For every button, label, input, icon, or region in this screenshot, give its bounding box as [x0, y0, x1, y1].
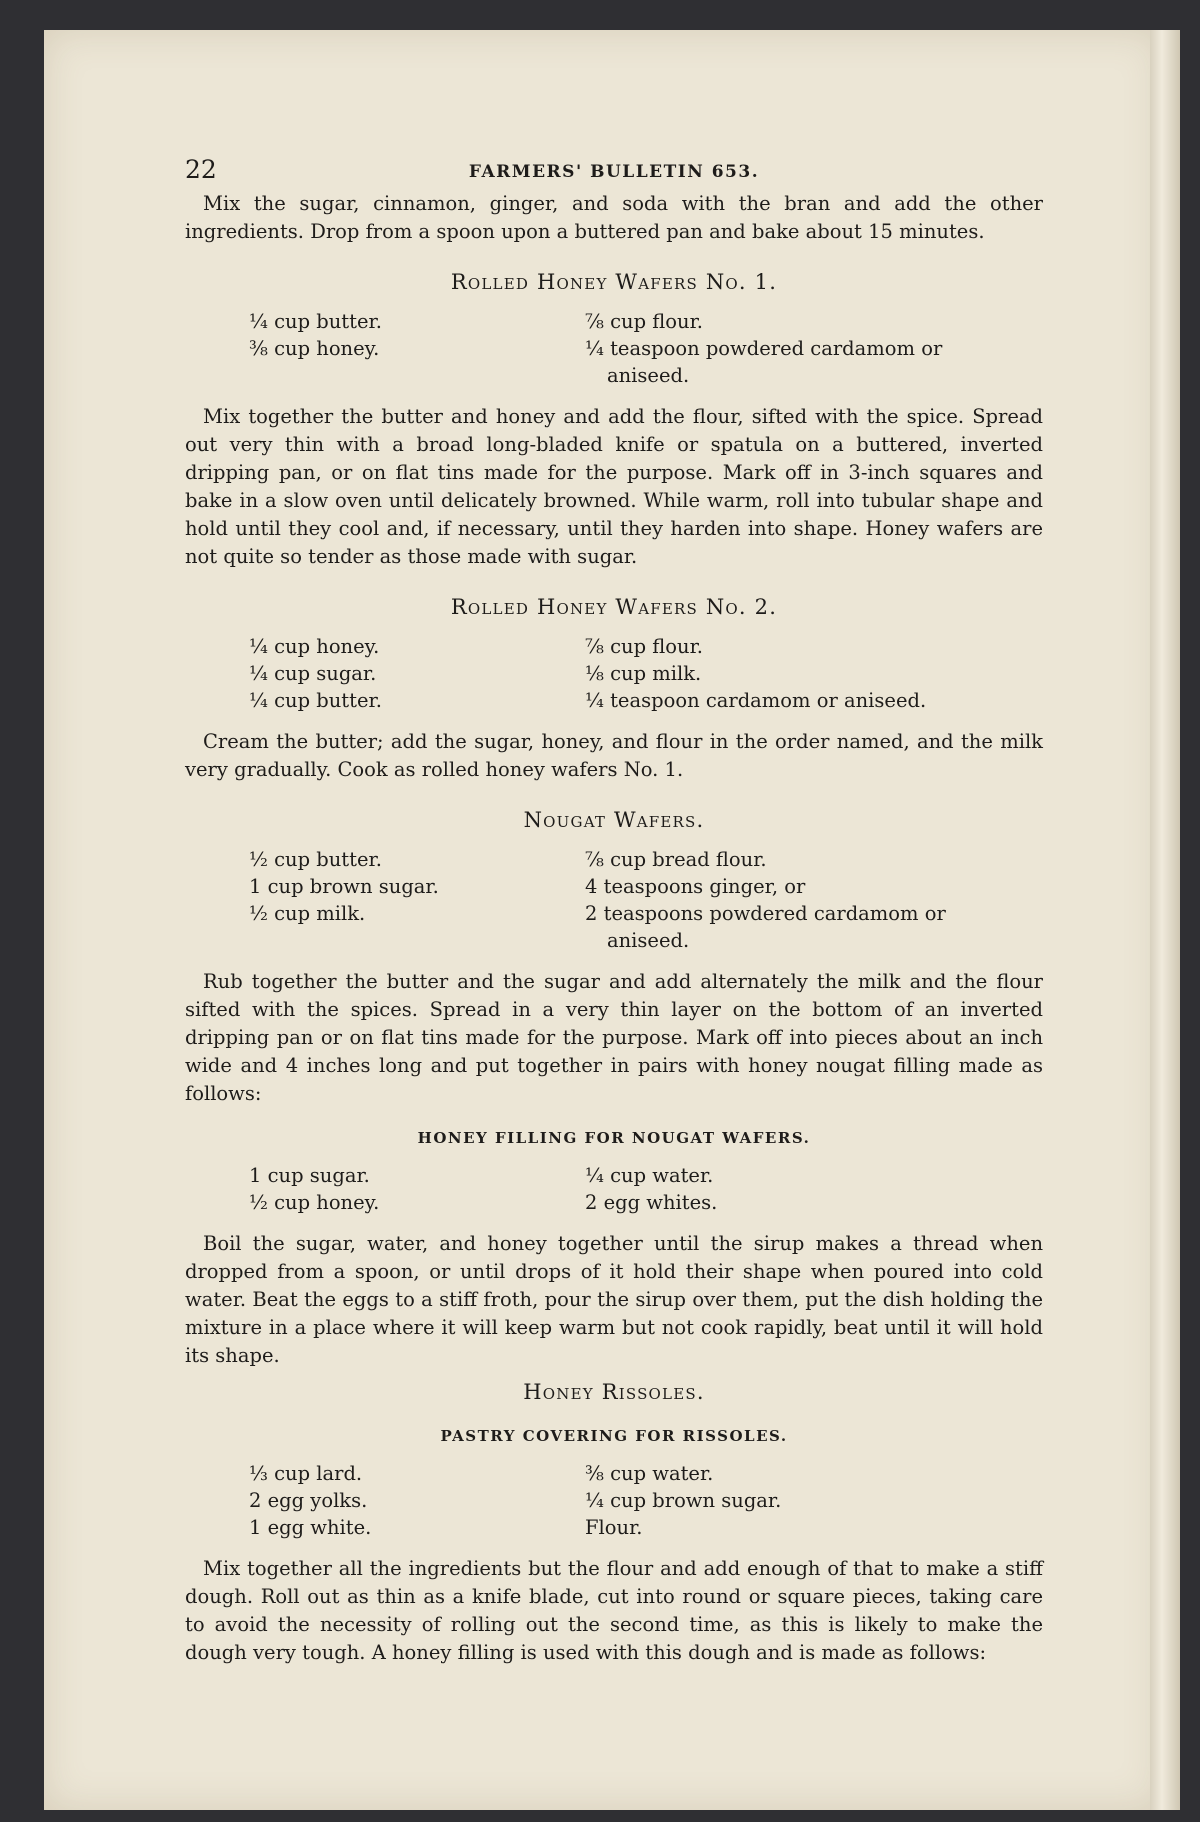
ingredient: ¼ teaspoon cardamom or aniseed. — [585, 689, 927, 712]
ingredients-left — [249, 308, 585, 389]
ingredient: ⅜ cup water. — [585, 1462, 714, 1485]
ingredient: ¼ cup water. — [585, 1164, 714, 1187]
ingredient: 4 teaspoons ginger, or — [585, 875, 806, 898]
ingredient: ⅜ cup honey. — [249, 337, 380, 360]
ingredients-left — [249, 633, 585, 714]
ingredients-right — [585, 308, 965, 389]
ingredient-list — [249, 846, 1043, 954]
recipe-directions: Cream the butter; add the sugar, honey, and flour in the order named, and the milk very gradually. Cook as rolled honey wafers No. 1. — [185, 730, 1043, 781]
ingredient: Flour. — [585, 1516, 643, 1539]
ingredients-right — [585, 846, 965, 954]
ingredient: ⅓ cup lard. — [249, 1462, 363, 1485]
page-number: 22 — [185, 155, 217, 184]
recipe-title: Rolled Honey Wafers No. 2. — [450, 595, 778, 619]
ingredient: aniseed. — [607, 364, 690, 387]
ingredient: ¼ cup brown sugar. — [585, 1489, 782, 1512]
ingredient: ½ cup honey. — [249, 1191, 380, 1214]
recipe-directions: Mix together all the ingredients but the flour and add enough of that to make a stiff dough. Roll out as thin as a knife blade, cut into round or square pieces, taking care to avoid the necessity of rolling out the second time, as this is likely to make the dough very tough. A honey filling is used with this dough and is made as follows: — [185, 1557, 1043, 1664]
page-header — [185, 150, 1043, 190]
ingredient: 2 egg whites. — [585, 1191, 718, 1214]
recipe-directions: Rub together the butter and the sugar and add alternately the milk and the flour sifted with the spices. Spread in a very thin layer on the bottom of an inverted dripping pan or on flat tins made for the purpose. Mark off into pieces about an inch wide and 4 inches long and put together in pairs with honey nougat filling made as follows: — [185, 970, 1043, 1105]
ingredient: 1 cup sugar. — [249, 1164, 370, 1187]
ingredient: 1 egg white. — [249, 1516, 372, 1539]
ingredient: 1 cup brown sugar. — [249, 875, 439, 898]
recipe-subtitle: PASTRY COVERING FOR RISSOLES. — [440, 1427, 788, 1445]
ingredient-list — [249, 1460, 1043, 1541]
recipe-title: Honey Rissoles. — [523, 1380, 705, 1404]
ingredient: 2 egg yolks. — [249, 1489, 368, 1512]
ingredient: ¼ teaspoon powdered cardamom or — [585, 337, 943, 360]
ingredients-left — [249, 1460, 585, 1541]
bulletin-page — [185, 150, 1043, 1667]
page-spine — [1150, 30, 1180, 1810]
running-title: FARMERS' BULLETIN 653. — [468, 162, 760, 182]
recipe-directions: Boil the sugar, water, and honey together until the sirup makes a thread when dropped from a spoon, or until drops of it hold their shape when poured into cold water. Beat the eggs to a stiff froth, pour the sirup over them, put the dish holding the mixture in a place where it will keep warm but not cook rapidly, beat until it will hold its shape. — [185, 1232, 1043, 1367]
recipe-title: Nougat Wafers. — [523, 808, 705, 832]
ingredients-left — [249, 846, 585, 954]
ingredient: ⅛ cup milk. — [585, 662, 702, 685]
recipe-subtitle: HONEY FILLING FOR NOUGAT WAFERS. — [417, 1129, 811, 1147]
intro-paragraph: Mix the sugar, cinnamon, ginger, and soda with the bran and add the other ingredients. Drop from a spoon upon a buttered pan and bake about 15 minutes. — [185, 192, 1043, 243]
ingredient: aniseed. — [607, 929, 690, 952]
ingredient: ¼ cup honey. — [249, 635, 380, 658]
ingredient: ⅞ cup bread flour. — [585, 848, 767, 871]
ingredient: ½ cup butter. — [249, 848, 382, 871]
ingredients-right — [585, 633, 965, 714]
ingredient: 2 teaspoons powdered cardamom or — [585, 902, 946, 925]
ingredient: ¼ cup butter. — [249, 689, 382, 712]
ingredient-list — [249, 633, 1043, 714]
ingredient: ⅞ cup flour. — [585, 635, 703, 658]
ingredient: ¼ cup butter. — [249, 310, 382, 333]
recipe-directions: Mix together the butter and honey and add the flour, sifted with the spice. Spread out very thin with a broad long-bladed knife or spatula on a buttered, inverted dripping pan, or on flat tins made for the purpose. Mark off in 3-inch squares and bake in a slow oven until delicately browned. While warm, roll into tubular shape and hold until they cool and, if necessary, until they harden into shape. Honey wafers are not quite so tender as those made with sugar. — [185, 405, 1043, 568]
ingredient-list — [249, 1162, 1043, 1216]
ingredients-right — [585, 1460, 965, 1541]
ingredients-right — [585, 1162, 965, 1216]
recipe-title: Rolled Honey Wafers No. 1. — [450, 270, 778, 294]
ingredient: ⅞ cup flour. — [585, 310, 703, 333]
ingredient: ½ cup milk. — [249, 902, 366, 925]
ingredient-list — [249, 308, 1043, 389]
ingredients-left — [249, 1162, 585, 1216]
ingredient: ¼ cup sugar. — [249, 662, 377, 685]
